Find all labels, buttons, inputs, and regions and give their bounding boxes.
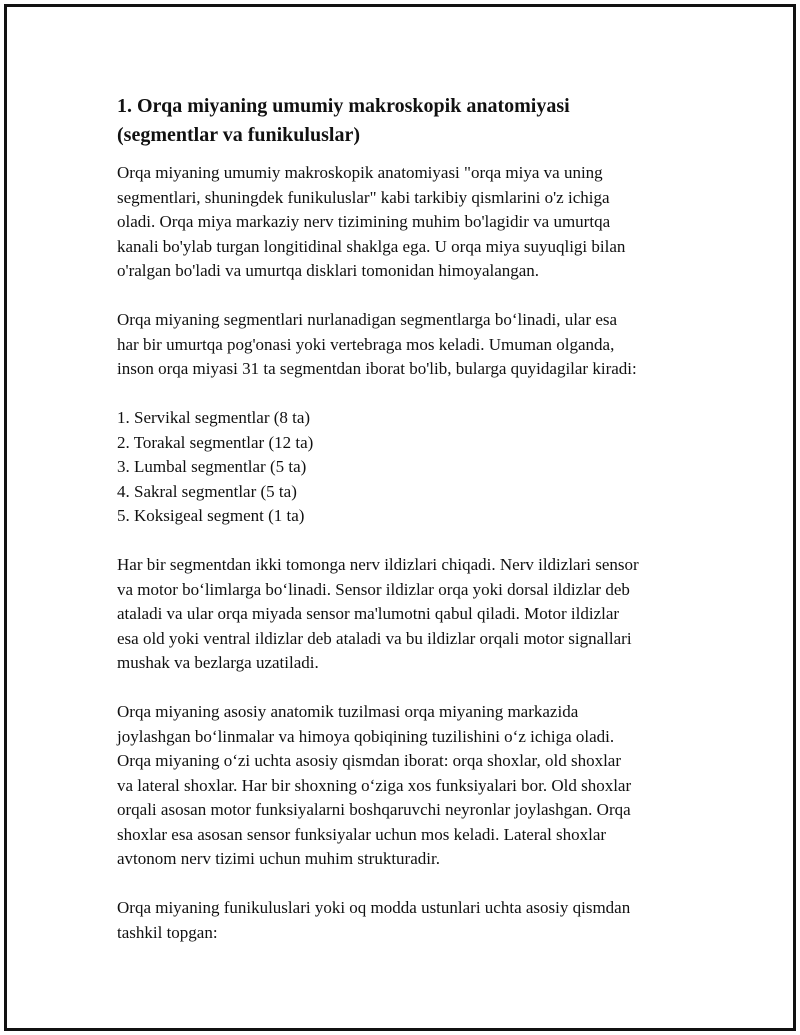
paragraph-segments: Orqa miyaning segmentlari nurlanadigan segmentlarga bo‘linadi, ular esa har bir umurtqa pog'onasi yoki vertebraga mos keladi. Umuman olganda, inson orqa miyasi 31 ta segmentdan iborat bo'lib, bularga quyidagilar kiradi: [117,310,637,378]
paragraph-nerve-roots: Har bir segmentdan ikki tomonga nerv ildizlari chiqadi. Nerv ildizlari sensor va motor bo‘limlarga bo‘linadi. Sensor ildizlar orqa yoki dorsal ildizlar deb ataladi va ular orqa miyada sensor ma'lumotni qabul qiladi. Motor ildizlar esa old yoki ventral ildizlar deb ataladi va bu ildizlar orqali motor signallari mushak va bezlarga uzatiladi. [117,555,639,672]
list-item: 5. Koksigeal segment (1 ta) [117,506,305,525]
paragraph-intro: Orqa miyaning umumiy makroskopik anatomiyasi "orqa miya va uning segmentlari, shuningdek funikuluslar" kabi tarkibiy qismlarini o'z ichiga oladi. Orqa miya markaziy nerv tizimining muhim bo'lagidir va umurtqa kanali bo'ylab turgan longitidinal shaklga ega. U orqa miya suyuqligi bilan o'ralgan bo'ladi va umurtqa disklari tomonidan himoyalangan. [117,163,626,280]
list-item: 2. Torakal segmentlar (12 ta) [117,432,314,452]
paragraph-anatomy: Orqa miyaning asosiy anatomik tuzilmasi orqa miyaning markazida joylashgan bo‘linmalar va himoya qobiqining tuzilishini o‘z ichiga oladi. Orqa miyaning o‘zi uchta asosiy qismdan iborat: orqa shoxlar, old shoxlar va lateral shoxlar. Har bir shoxning o‘ziga xos funksiyalari bor. Old shoxlar orqali asosan motor funksiyalarni boshqaruvchi neyronlar joylashgan. Orqa shoxlar esa asosan sensor funksiyalar uchun mos keladi. Lateral shoxlar avtonom nerv tizimi uchun muhim strukturadir. [117,702,632,868]
paragraph-funiculi: Orqa miyaning funikuluslari yoki oq modda ustunlari uchta asosiy qismdan tashkil topgan: [117,898,631,942]
list-item: 1. Servikal segmentlar (8 ta) [117,408,311,427]
section-heading: 1. Orqa miyaning umumiy makroskopik anatomiyasi (segmentlar va funikuluslar) [117,95,570,146]
paragraph-gap [117,284,687,309]
list-item: 3. Lumbal segmentlar (5 ta) [117,457,307,476]
paragraph-gap [117,529,687,554]
paragraph-gap [117,676,687,701]
list-item: 4. Sakral segmentlar (5 ta) [117,481,297,501]
document-body [117,92,687,945]
segment-list [117,406,687,529]
paragraph-gap [117,382,687,407]
paragraph-gap [117,872,687,897]
